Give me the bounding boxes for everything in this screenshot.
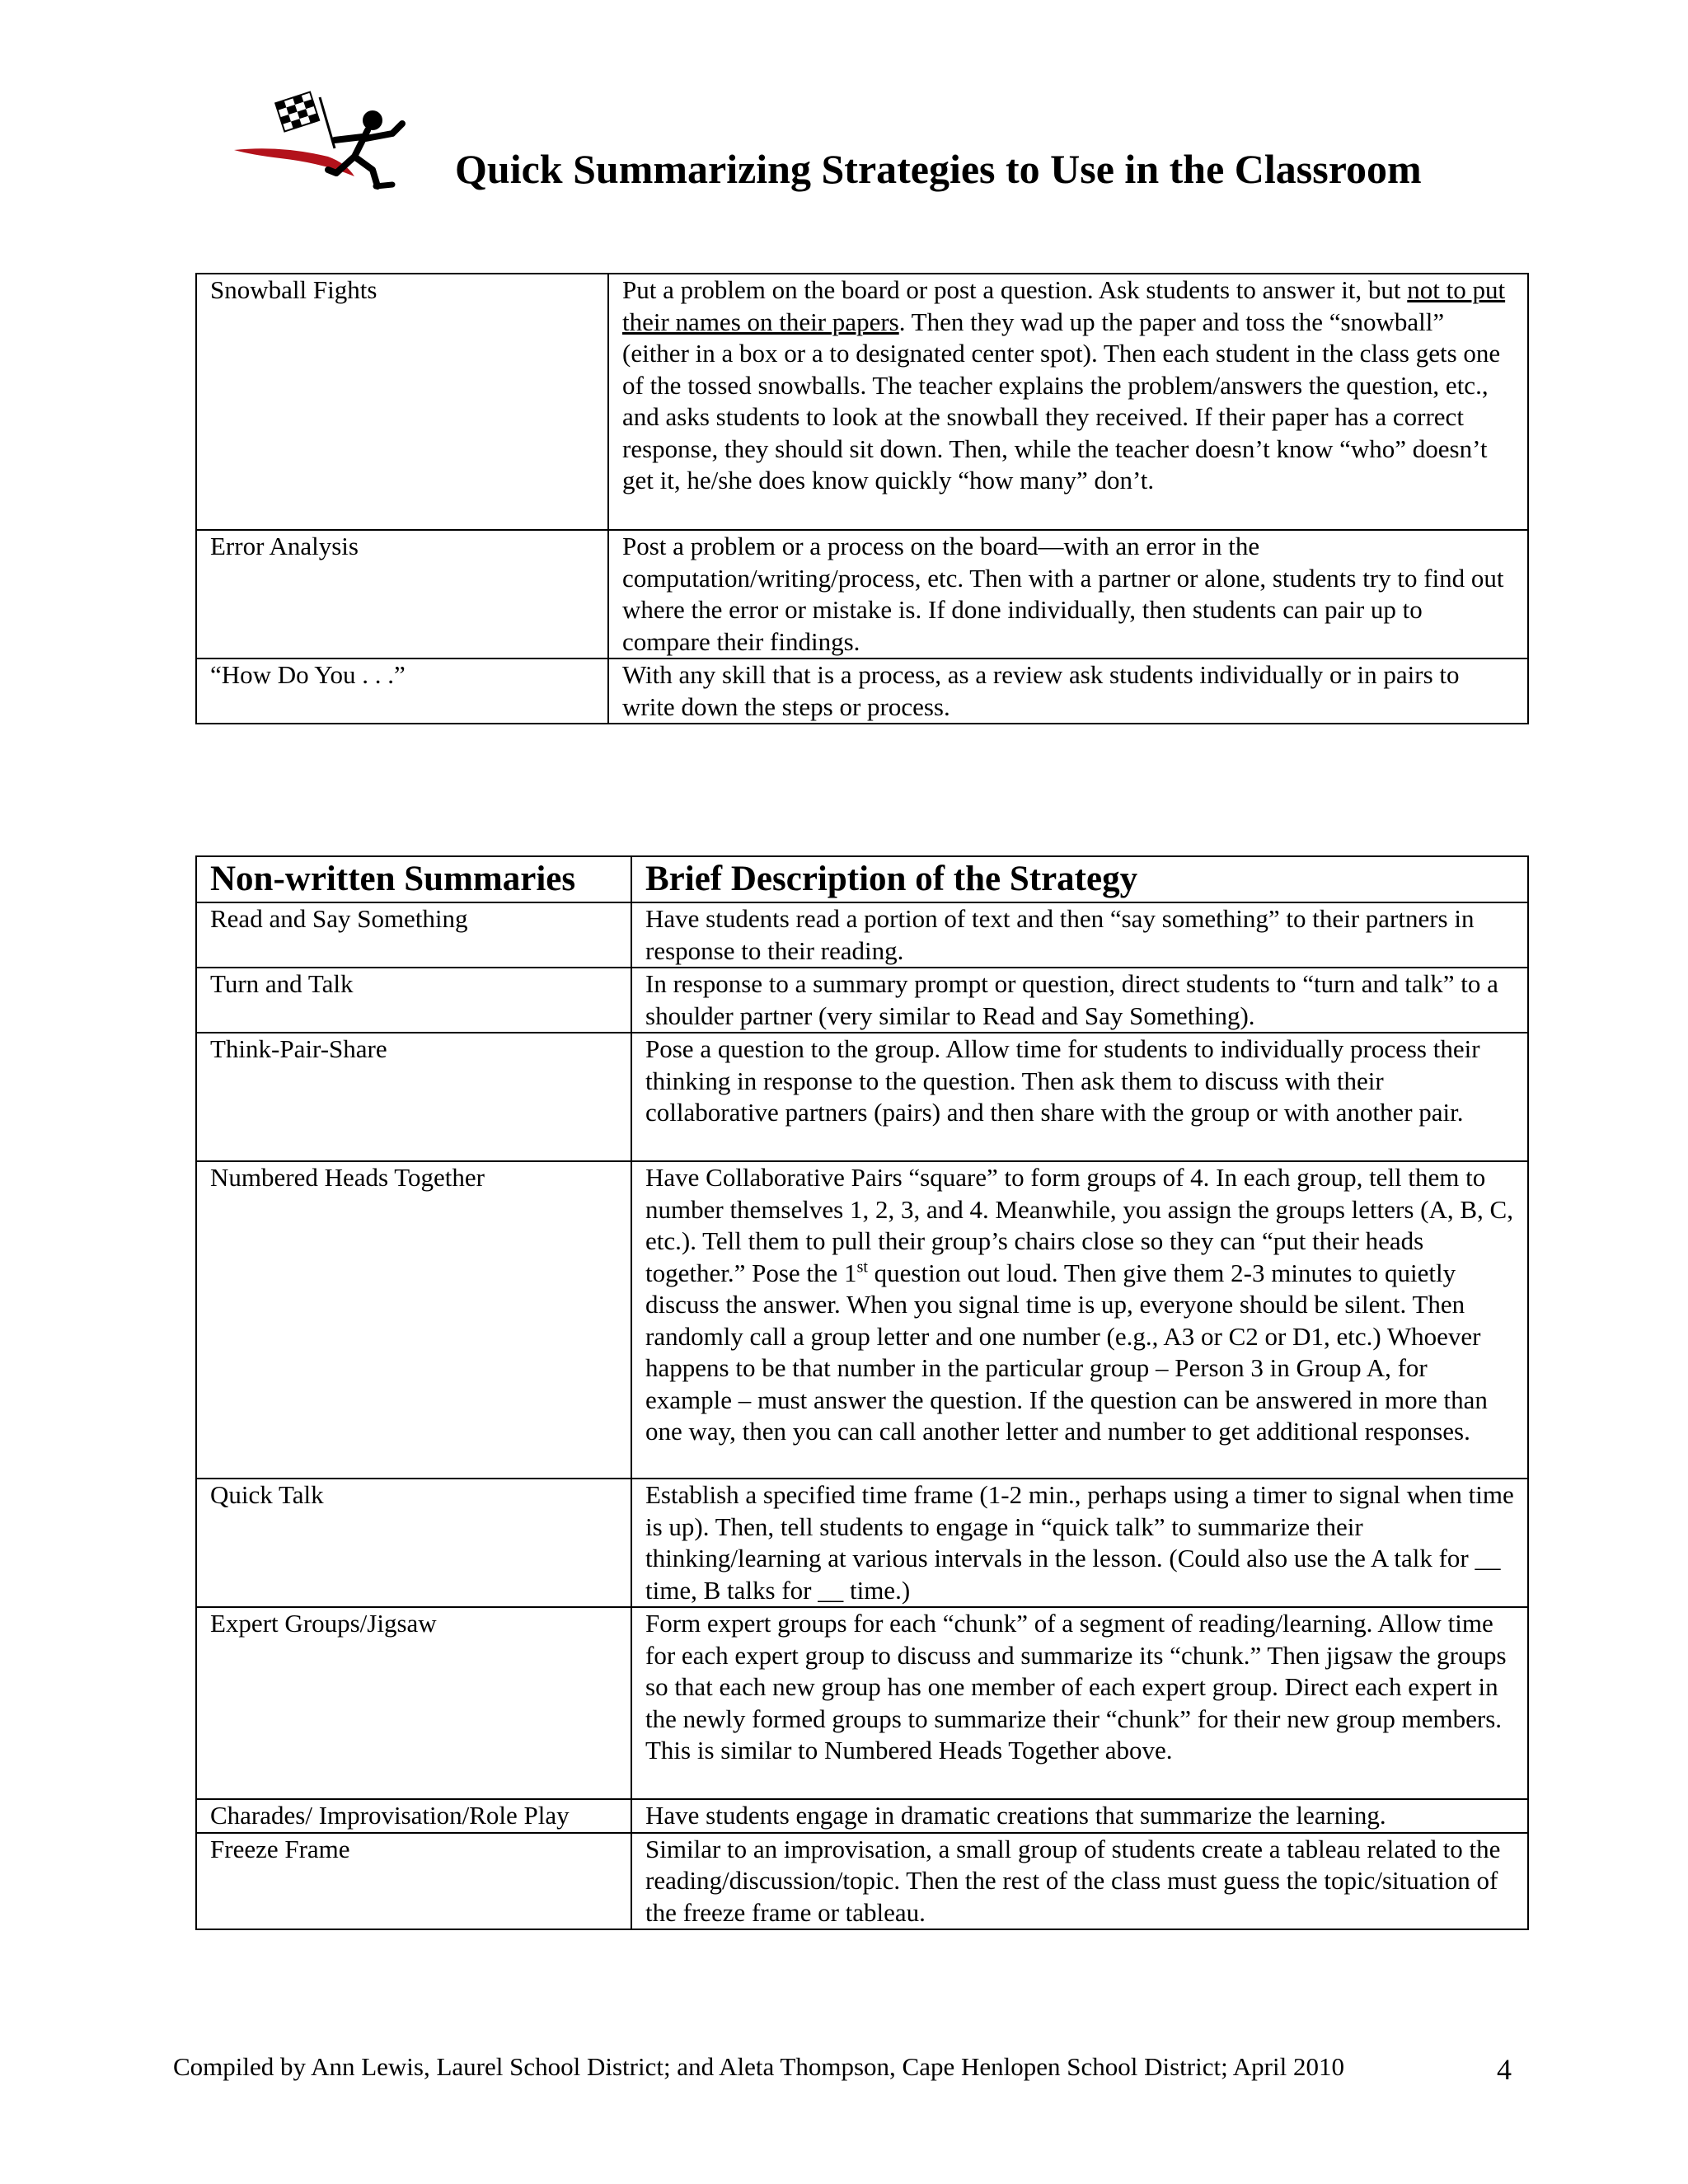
strategy-description: Have Collaborative Pairs “square” to form groups of 4. In each group, tell them to number themselves 1, 2, 3, and 4. Meanwhile, you assign the groups letters (A, B, C, etc.). Tell them to pull their group’s chairs close so they can “put their heads together.” Pose the 1st question out loud. Then give them 2-3 minutes to quietly discuss the answer. When you signal time is up, everyone should be silent. Then randomly call a group letter and one number (e.g., A3 or C2 or D1, etc.) Whoever happens to be that number in the particular group – Person 3 in Group A, for example – must answer the question. If the question can be answered in more than one way, then you can call another letter and number to get additional responses. [631, 1161, 1528, 1479]
page-title: Quick Summarizing Strategies to Use in the Classroom [455, 146, 1422, 192]
flag-runner-logo [231, 91, 412, 198]
table-row [196, 274, 1528, 530]
strategy-name: Quick Talk [196, 1479, 631, 1607]
strategy-description: Put a problem on the board or post a question. Ask students to answer it, but not to put their names on their papers. Then they wad up the paper and toss the “snowball” (either in a box or a to designated center spot). Then each student in the class gets one of the tossed snowballs. The teacher explains the problem/answers the question, etc., and asks students to look at the snowball they received. If their paper has a correct response, they should sit down. Then, while the teacher doesn’t know “who” doesn’t get it, he/she does know quickly “how many” don’t. [608, 274, 1528, 530]
column-header-strategy: Non-written Summaries [196, 856, 631, 902]
column-header-description: Brief Description of the Strategy [631, 856, 1528, 902]
strategy-name: Snowball Fights [196, 274, 608, 530]
strategy-name: Turn and Talk [196, 968, 631, 1033]
table-header-row [196, 856, 1528, 902]
table-row [196, 1033, 1528, 1161]
strategy-name: Numbered Heads Together [196, 1161, 631, 1479]
table-row [196, 902, 1528, 968]
strategy-name: Charades/ Improvisation/Role Play [196, 1799, 631, 1833]
strategy-name: Error Analysis [196, 530, 608, 658]
strategy-description: Have students read a portion of text and then “say something” to their partners in response to their reading. [631, 902, 1528, 968]
strategy-description: Post a problem or a process on the board—with an error in the computation/writing/process, etc. Then with a partner or alone, students try to find out where the error or mistake is. If done individually, then students can pair up to compare their findings. [608, 530, 1528, 658]
non-written-summaries-table [195, 855, 1529, 1930]
table-row [196, 1161, 1528, 1479]
page-number: 4 [1497, 2053, 1512, 2086]
table-row [196, 1607, 1528, 1799]
strategy-description: In response to a summary prompt or question, direct students to “turn and talk” to a shoulder partner (very similar to Read and Say Something). [631, 968, 1528, 1033]
strategy-description: Pose a question to the group. Allow time for students to individually process their thinking in response to the question. Then ask them to discuss with their collaborative partners (pairs) and then share with the group or with another pair. [631, 1033, 1528, 1161]
table-row [196, 1833, 1528, 1930]
footer-credit: Compiled by Ann Lewis, Laurel School District; and Aleta Thompson, Cape Henlopen School District; April 2010 [173, 2052, 1344, 2081]
table-row [196, 1479, 1528, 1607]
strategy-name: Think-Pair-Share [196, 1033, 631, 1161]
strategy-description: With any skill that is a process, as a review ask students individually or in pairs to write down the steps or process. [608, 658, 1528, 724]
strategy-description: Similar to an improvisation, a small group of students create a tableau related to the reading/discussion/topic. Then the rest of the class must guess the topic/situation of the freeze frame or tableau. [631, 1833, 1528, 1930]
strategy-name: “How Do You . . .” [196, 658, 608, 724]
table-row [196, 530, 1528, 658]
underlined-text: not to put their names on their papers [622, 275, 1506, 336]
strategy-description: Establish a specified time frame (1-2 min., perhaps using a timer to signal when time is up). Then, tell students to engage in “quick talk” to summarize their thinking/learning at various intervals in the lesson. (Could also use the A talk for __ time, B talks for __ time.) [631, 1479, 1528, 1607]
strategy-name: Read and Say Something [196, 902, 631, 968]
strategies-table-1 [195, 273, 1529, 724]
table-row [196, 968, 1528, 1033]
strategy-name: Expert Groups/Jigsaw [196, 1607, 631, 1799]
table-row [196, 1799, 1528, 1833]
table-row [196, 658, 1528, 724]
strategy-description: Form expert groups for each “chunk” of a segment of reading/learning. Allow time for each expert group to discuss and summarize its “chunk.” Then jigsaw the groups so that each new group has one member of each expert group. Direct each expert in the newly formed groups to summarize their “chunk” for their new group members. This is similar to Numbered Heads Together above. [631, 1607, 1528, 1799]
strategy-description: Have students engage in dramatic creations that summarize the learning. [631, 1799, 1528, 1833]
strategy-name: Freeze Frame [196, 1833, 631, 1930]
